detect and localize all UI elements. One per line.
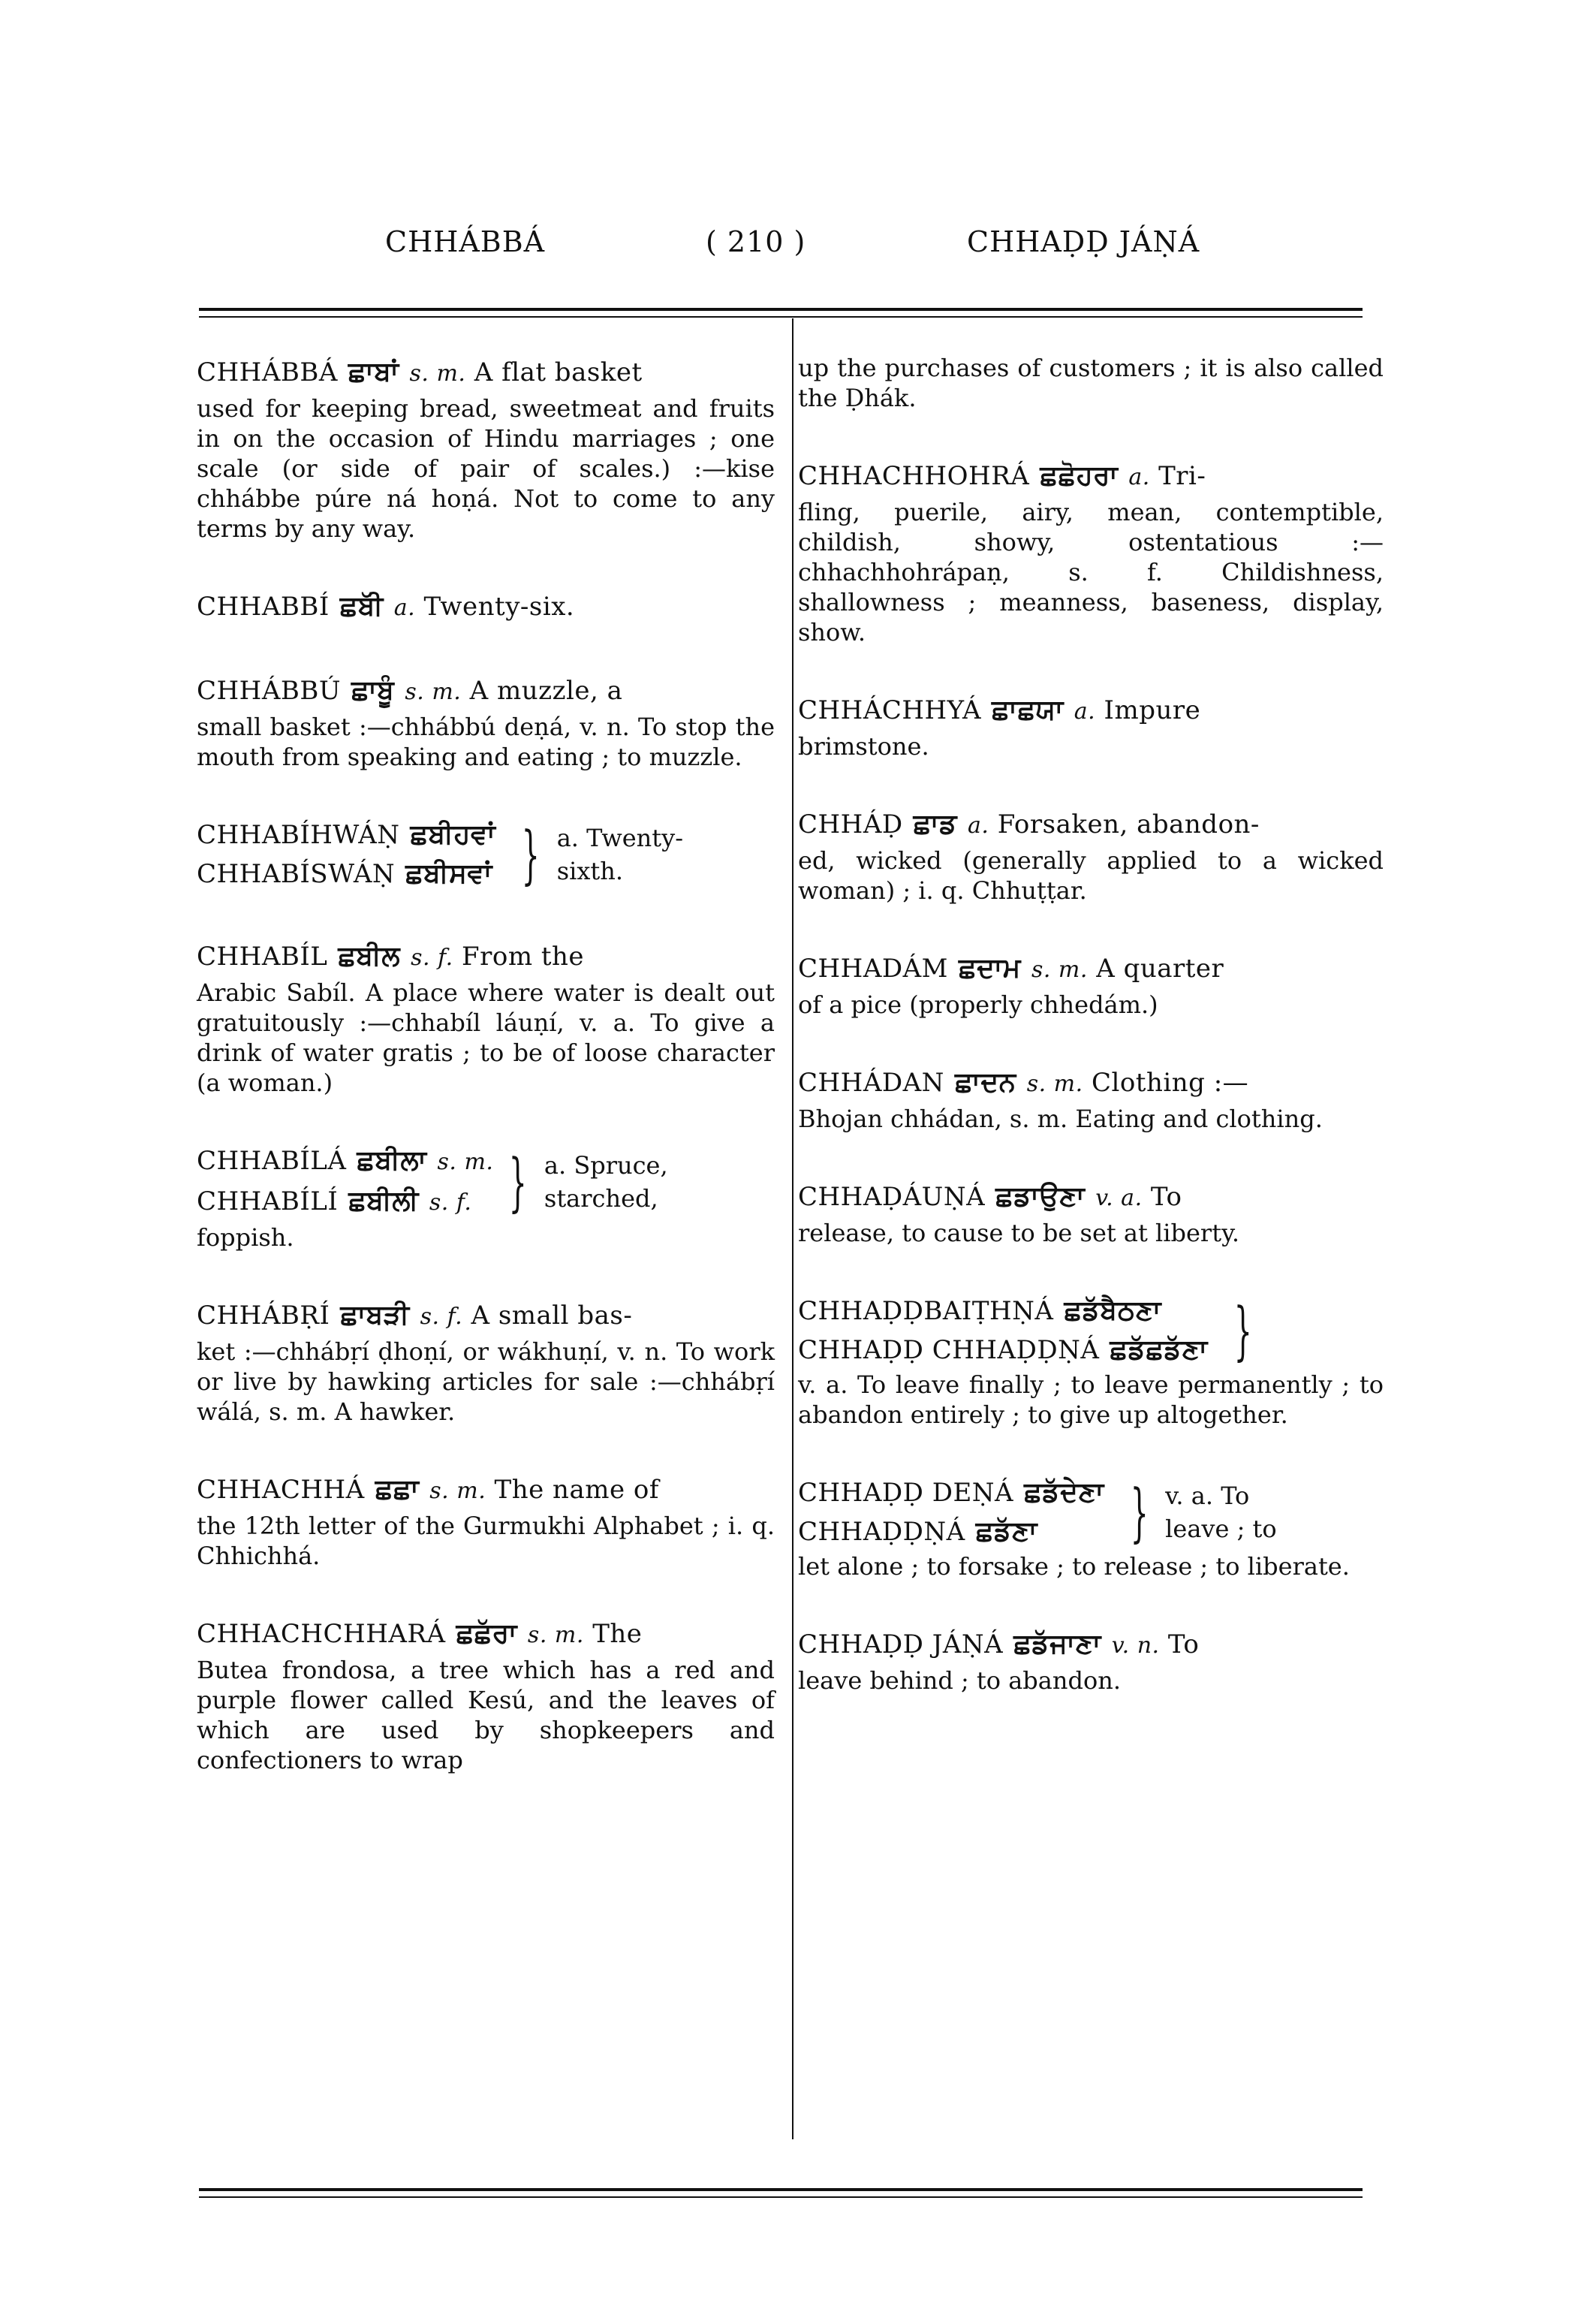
dictionary-entry	[197, 671, 775, 772]
dictionary-entry	[197, 815, 775, 894]
gurmukhi-word: ਛਡੱਜਾਣਾ	[1013, 1629, 1101, 1659]
grammar-label: a.	[1074, 698, 1096, 725]
headword: CHHACHHÁ	[197, 1475, 365, 1505]
dictionary-entry	[197, 353, 775, 544]
gurmukhi-word: ਛਡਾਉਣਾ	[995, 1181, 1086, 1212]
headword: CHHABÍLÁ	[197, 1146, 347, 1176]
definition: release, to cause to be set at liberty.	[798, 1219, 1240, 1247]
brace-glyph: }	[1233, 1294, 1252, 1367]
definition-lead: Forsaken, abandon-	[997, 809, 1260, 840]
definition: brimstone.	[798, 732, 929, 761]
headword-line	[197, 815, 506, 855]
entry-group	[197, 815, 775, 894]
definition: of a pice (properly chhedám.)	[798, 990, 1158, 1019]
definition-lead: To	[1167, 1629, 1200, 1659]
headword-line	[798, 1473, 1115, 1512]
headword-line	[798, 1063, 1384, 1104]
gurmukhi-word: ਛਬੀਲ	[338, 941, 401, 972]
headword: CHHABÍHWÁṆ	[197, 820, 400, 850]
headword-line	[798, 457, 1384, 497]
grammar-label: s. m.	[409, 360, 466, 387]
gurmukhi-word: ਛਬੱੀ	[339, 591, 384, 622]
running-head-left: CHHÁBBÁ	[385, 225, 546, 258]
definition-lead: A flat basket	[474, 357, 643, 387]
definition-lead: A small bas-	[471, 1301, 633, 1331]
pair-definition	[557, 821, 683, 888]
headword-line	[197, 587, 775, 628]
headword-group	[197, 815, 506, 894]
headword: CHHÁCHHYÁ	[798, 695, 982, 725]
top-rule	[199, 308, 1363, 311]
headword-line	[197, 1296, 775, 1337]
pair-definition-line: a. Twenty-	[556, 824, 684, 852]
entry-group	[197, 1141, 775, 1222]
dictionary-entry	[197, 587, 775, 628]
grammar-label: s. m.	[437, 1149, 494, 1175]
dictionary-entry	[798, 1473, 1384, 1581]
gurmukhi-word: ਛਬੀਲਾ	[357, 1145, 427, 1176]
headword-line	[798, 691, 1384, 731]
definition-lead: Impure	[1104, 695, 1201, 725]
dictionary-entry	[798, 691, 1384, 761]
headword-line	[197, 671, 775, 712]
dictionary-entry	[798, 457, 1384, 647]
headword: CHHÁBBÁ	[197, 357, 338, 387]
gurmukhi-word: ਛਬੀਲੀ	[348, 1186, 419, 1216]
dictionary-entry	[798, 805, 1384, 906]
headword-line	[197, 353, 775, 393]
brace-glyph: }	[521, 818, 541, 891]
headword-line	[197, 1141, 493, 1182]
headword: CHHACHHOHRÁ	[798, 461, 1030, 491]
headword: CHHAḌḌBAIṬHṆÁ	[798, 1296, 1054, 1326]
definition-lead: A quarter	[1096, 954, 1224, 984]
pair-definition	[544, 1149, 668, 1215]
dictionary-entry	[197, 937, 775, 1098]
entry-continuation: up the purchases of customers ; it is also called the Ḍhák.	[798, 354, 1384, 412]
column-divider	[792, 318, 793, 2139]
dictionary-entry	[798, 1177, 1384, 1248]
left-column	[197, 353, 775, 1819]
dictionary-entry	[197, 1470, 775, 1571]
headword: CHHAḌḌ CHHAḌḌṆÁ	[798, 1335, 1100, 1365]
headword: CHHAḌḌ DEṆÁ	[798, 1478, 1014, 1508]
definition: leave behind ; to abandon.	[798, 1666, 1121, 1695]
grammar-label: a.	[967, 812, 989, 839]
headword-line	[197, 855, 506, 894]
definition: foppish.	[197, 1223, 294, 1252]
gurmukhi-word: ਛਛੱਰਾ	[456, 1618, 517, 1649]
headword: CHHADÁM	[798, 954, 948, 984]
gurmukhi-word: ਛਡੱਛਡੱਣਾ	[1110, 1334, 1208, 1365]
definition: small basket :—chhábbú deṇá, v. n. To stop the mouth from speaking and eating ; to muzzle.	[197, 713, 775, 771]
headword: CHHÁḌ	[798, 809, 903, 840]
brace-glyph: }	[509, 1145, 528, 1219]
definition: Arabic Sabíl. A place where water is dealt out gratuitously :—chhabíl láuṇí, v. a. To give a drink of water gratis ; to be of loose character (a woman.)	[197, 978, 775, 1097]
headword-line	[798, 1331, 1218, 1370]
headword: CHHAḌḌṆÁ	[798, 1517, 965, 1547]
grammar-label: v. n.	[1111, 1632, 1160, 1659]
entry-group	[798, 1473, 1384, 1551]
brace-glyph: }	[1130, 1476, 1149, 1549]
definition: let alone ; to forsake ; to release ; to liberate.	[798, 1552, 1350, 1581]
definition-lead: The	[592, 1619, 643, 1649]
definition: ket :—chhábṛí ḍhoṇí, or wákhuṇí, v. n. To work or live by hawking articles for sale :—chhábṛí wálá, s. m. A hawker.	[197, 1337, 775, 1426]
headword-group	[798, 1292, 1218, 1370]
right-column	[798, 353, 1384, 1739]
page-number: ( 210 )	[706, 225, 806, 258]
grammar-label: s. f.	[420, 1304, 463, 1330]
gurmukhi-word: ਛਡੱਦੇਣਾ	[1024, 1477, 1104, 1508]
pair-definition-line: leave ; to	[1165, 1515, 1277, 1543]
dictionary-entry	[798, 1292, 1384, 1430]
headword-line	[798, 1292, 1218, 1331]
grammar-label: s. m.	[1026, 1071, 1083, 1097]
pair-definition-line: a. Spruce,	[544, 1151, 668, 1180]
headword-line	[798, 949, 1384, 990]
definition-lead: The name of	[494, 1475, 659, 1505]
definition-lead: Tri-	[1158, 461, 1206, 491]
gurmukhi-word: ਛਦਾਮ	[959, 953, 1021, 984]
definition: used for keeping bread, sweetmeat and fruits in on the occasion of Hindu marriages ; one scale (or side of pair of scales.) :—kise chhábbe púre ná hoṇá. Not to come to any terms by any way.	[197, 394, 775, 543]
definition: ed, wicked (generally applied to a wicked woman) ; i. q. Chhuṭṭar.	[798, 846, 1384, 905]
headword: CHHÁDAN	[798, 1068, 944, 1098]
gurmukhi-word: ਛਡੱਣਾ	[975, 1516, 1037, 1547]
dictionary-entry	[197, 1614, 775, 1775]
headword: CHHACHCHHARÁ	[197, 1619, 446, 1649]
dictionary-entry	[798, 1625, 1384, 1696]
grammar-label: s. m.	[405, 679, 462, 705]
gurmukhi-word: ਛਬੀਹਵਾਂ	[410, 819, 496, 850]
headword-line	[197, 1614, 775, 1655]
gurmukhi-word: ਛਬੀਸਵਾਂ	[405, 858, 492, 889]
headword: CHHÁBBÚ	[197, 676, 341, 706]
definition-lead: Twenty-six.	[423, 592, 575, 622]
headword-group	[798, 1473, 1115, 1551]
grammar-label: s. m.	[527, 1622, 584, 1648]
gurmukhi-word: ਛਛਾ	[375, 1474, 420, 1505]
grammar-label: s. f.	[429, 1189, 472, 1216]
headword-line	[798, 1177, 1384, 1218]
dictionary-entry	[798, 353, 1384, 413]
grammar-label: s. f.	[411, 945, 453, 971]
top-rule-thin	[199, 316, 1363, 318]
headword-group	[197, 1141, 493, 1222]
definition-lead: From the	[462, 942, 585, 972]
headword: CHHAḌÁUṆÁ	[798, 1182, 986, 1212]
bottom-rule-thin	[199, 2196, 1363, 2198]
pair-definition-line: starched,	[544, 1184, 658, 1213]
pair-definition-line: v. a. To	[1165, 1482, 1250, 1510]
definition: the 12th letter of the Gurmukhi Alphabet ; i. q. Chhichhá.	[197, 1512, 775, 1570]
headword: CHHABÍLÍ	[197, 1186, 339, 1216]
headword: CHHAḌḌ JÁṆÁ	[798, 1629, 1004, 1659]
definition-lead: Clothing :—	[1091, 1068, 1249, 1098]
definition-lead: A muzzle, a	[469, 676, 623, 706]
grammar-label: s. m.	[1031, 957, 1088, 983]
definition: Butea frondosa, a tree which has a red and purple flower called Kesú, and the leaves of which are used by shopkeepers and confectioners to wrap	[197, 1656, 775, 1774]
gurmukhi-word: ਛਾਬਾਂ	[348, 357, 399, 387]
grammar-label: a.	[393, 595, 416, 621]
dictionary-entry	[798, 949, 1384, 1020]
headword-line	[798, 1512, 1115, 1551]
headword: CHHÁBṚÍ	[197, 1301, 330, 1331]
definition-lead: To	[1150, 1182, 1182, 1212]
headword: CHHABÍL	[197, 942, 328, 972]
headword-line	[798, 1625, 1384, 1665]
entry-group	[798, 1292, 1384, 1370]
definition: Bhojan chhádan, s. m. Eating and clothing.	[798, 1105, 1323, 1133]
dictionary-entry	[798, 1063, 1384, 1134]
gurmukhi-word: ਛਾਛਯਾ	[992, 695, 1064, 725]
grammar-label: a.	[1128, 464, 1150, 490]
gurmukhi-word: ਛਾਬੜੀ	[340, 1300, 410, 1331]
headword-line	[197, 1182, 493, 1222]
definition: v. a. To leave finally ; to leave permanently ; to abandon entirely ; to give up altogether.	[798, 1370, 1384, 1429]
dictionary-entry	[197, 1296, 775, 1427]
gurmukhi-word: ਛਡੱਬੈਠਣਾ	[1064, 1295, 1161, 1326]
dictionary-entry	[197, 1141, 775, 1252]
grammar-label: v. a.	[1095, 1185, 1143, 1211]
headword-line	[197, 937, 775, 978]
grammar-label: s. m.	[429, 1478, 486, 1504]
definition: fling, puerile, airy, mean, contemptible, childish, showy, ostentatious :—chhachhohrápaṇ, s. f. Childishness, shallowness ; meanness, baseness, display, show.	[798, 498, 1384, 647]
headword: CHHABBÍ	[197, 592, 330, 622]
gurmukhi-word: ਛਾਦਨ	[954, 1067, 1016, 1098]
headword-line	[798, 805, 1384, 846]
pair-definition-line: sixth.	[556, 857, 624, 885]
headword: CHHABÍSWÁṆ	[197, 859, 396, 889]
gurmukhi-word: ਛਾਡ	[913, 809, 957, 840]
headword-line	[197, 1470, 775, 1511]
pair-definition	[1165, 1479, 1277, 1545]
running-head-right: CHHAḌḌ JÁṆÁ	[967, 225, 1200, 258]
bottom-rule	[199, 2188, 1363, 2191]
gurmukhi-word: ਛਾਬੂੰ	[351, 675, 395, 706]
gurmukhi-word: ਛਛੋਹਰਾ	[1040, 460, 1119, 491]
